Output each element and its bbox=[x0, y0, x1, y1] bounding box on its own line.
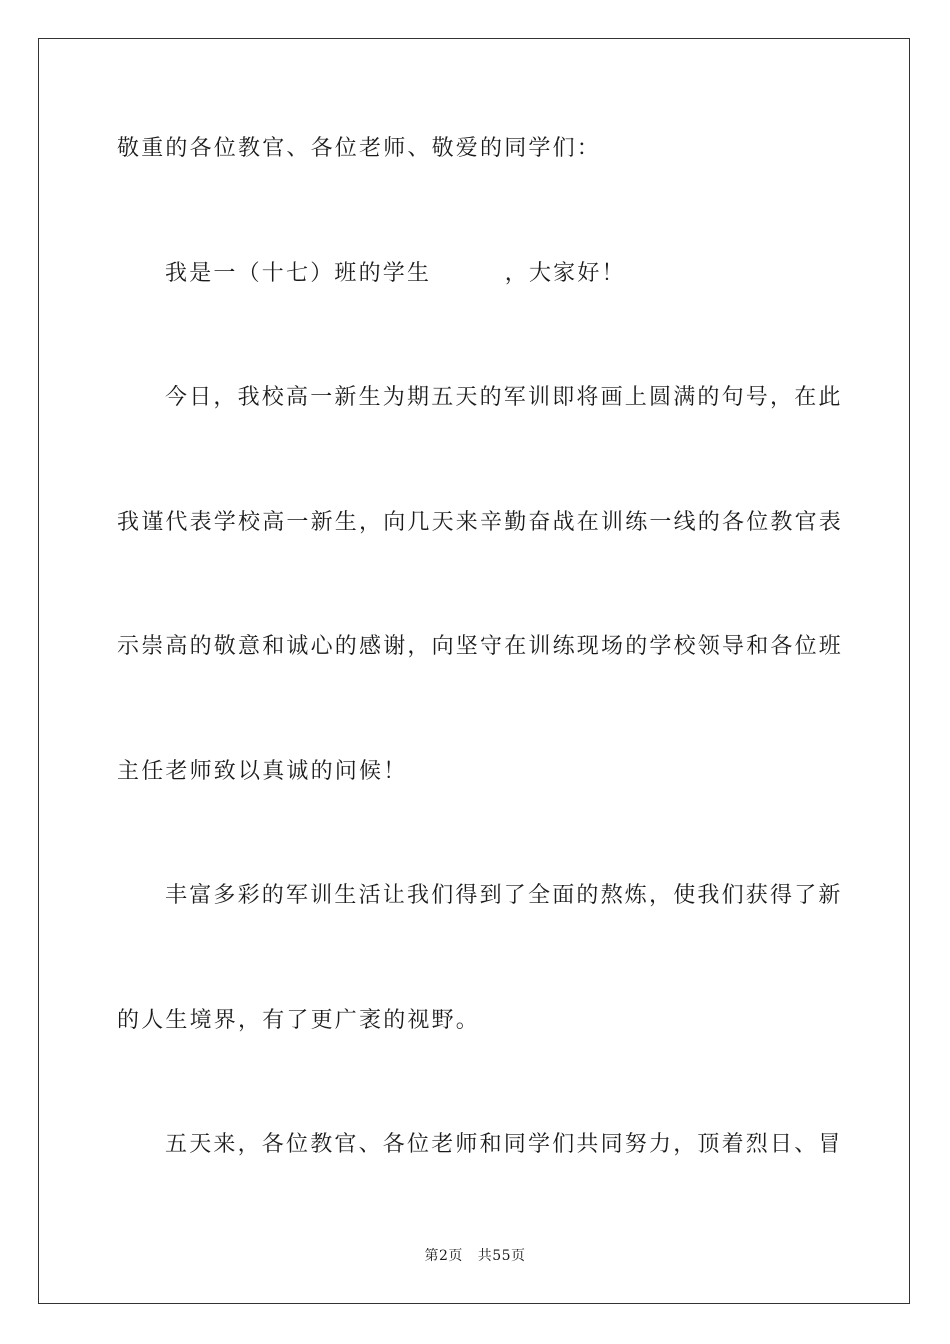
paragraph-line-4: 示崇高的敬意和诚心的感谢，向坚守在训练现场的学校领导和各位班 bbox=[117, 634, 844, 659]
paragraph-line-3: 我谨代表学校高一新生，向几天来辛勤奋战在训练一线的各位教官表 bbox=[117, 510, 844, 535]
page-border bbox=[38, 38, 910, 1304]
paragraph-line-5: 主任老师致以真诚的问候！ bbox=[117, 759, 408, 784]
paragraph-line-7: 的人生境界，有了更广袤的视野。 bbox=[117, 1008, 481, 1033]
paragraph-line-8: 五天来，各位教官、各位老师和同学们共同努力，顶着烈日、冒 bbox=[165, 1132, 843, 1157]
paragraph-line-1: 我是一（十七）班的学生 ，大家好！ bbox=[165, 261, 626, 286]
paragraph-line-2: 今日，我校高一新生为期五天的军训即将画上圆满的句号，在此 bbox=[165, 385, 843, 410]
salutation-line: 敬重的各位教官、各位老师、敬爱的同学们： bbox=[117, 136, 602, 161]
page-number-footer: 第2页 共55页 bbox=[424, 1248, 526, 1264]
paragraph-line-6: 丰富多彩的军训生活让我们得到了全面的熬炼，使我们获得了新 bbox=[165, 883, 843, 908]
